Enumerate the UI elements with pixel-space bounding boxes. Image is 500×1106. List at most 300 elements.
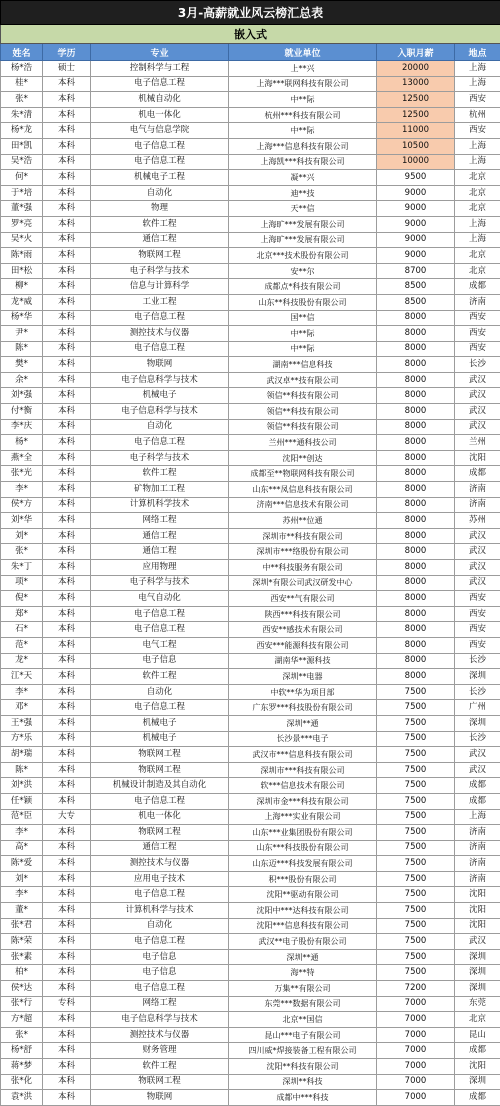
cell-degree[interactable]: 本科 [43, 934, 91, 950]
cell-location[interactable]: 北京 [455, 170, 500, 186]
cell-employer[interactable]: 软***信息技术有限公司 [229, 778, 377, 794]
cell-name[interactable]: 刘*强 [1, 388, 43, 404]
cell-name[interactable]: 郑* [1, 606, 43, 622]
cell-degree[interactable]: 本科 [43, 138, 91, 154]
cell-degree[interactable]: 本科 [43, 778, 91, 794]
cell-salary[interactable]: 8500 [377, 294, 455, 310]
cell-major[interactable]: 物联网工程 [91, 747, 229, 763]
cell-major[interactable]: 电子信息 [91, 965, 229, 981]
cell-degree[interactable]: 大专 [43, 809, 91, 825]
cell-salary[interactable]: 8000 [377, 591, 455, 607]
cell-name[interactable]: 董*强 [1, 201, 43, 217]
cell-name[interactable]: 吴*火 [1, 232, 43, 248]
cell-employer[interactable]: 湖南***信息科技 [229, 357, 377, 373]
cell-employer[interactable]: 深圳**通 [229, 715, 377, 731]
cell-name[interactable]: 方*乐 [1, 731, 43, 747]
cell-salary[interactable]: 7500 [377, 747, 455, 763]
cell-employer[interactable]: 凝**兴 [229, 170, 377, 186]
cell-employer[interactable]: 沈阳***信息科技有限公司 [229, 918, 377, 934]
cell-location[interactable]: 沈阳 [455, 450, 500, 466]
cell-salary[interactable]: 7500 [377, 903, 455, 919]
cell-salary[interactable]: 7500 [377, 809, 455, 825]
cell-location[interactable]: 沈阳 [455, 903, 500, 919]
cell-location[interactable]: 西安 [455, 326, 500, 342]
cell-name[interactable]: 柳* [1, 279, 43, 295]
cell-name[interactable]: 吴*浩 [1, 154, 43, 170]
cell-salary[interactable]: 8000 [377, 637, 455, 653]
cell-employer[interactable]: 西安**气有限公司 [229, 591, 377, 607]
cell-location[interactable]: 上海 [455, 76, 500, 92]
cell-major[interactable]: 物联网工程 [91, 248, 229, 264]
header-name[interactable]: 姓名 [1, 44, 43, 61]
cell-name[interactable]: 田*凯 [1, 138, 43, 154]
cell-major[interactable]: 机械电子 [91, 388, 229, 404]
cell-major[interactable]: 计算机科学与技术 [91, 903, 229, 919]
cell-salary[interactable]: 8000 [377, 606, 455, 622]
cell-salary[interactable]: 8000 [377, 653, 455, 669]
cell-location[interactable]: 武汉 [455, 372, 500, 388]
cell-salary[interactable]: 8700 [377, 263, 455, 279]
cell-salary[interactable]: 9000 [377, 185, 455, 201]
cell-salary[interactable]: 7000 [377, 996, 455, 1012]
cell-degree[interactable]: 本科 [43, 263, 91, 279]
cell-location[interactable]: 成都 [455, 279, 500, 295]
cell-degree[interactable]: 本科 [43, 903, 91, 919]
cell-employer[interactable]: 中软**华为项目部 [229, 684, 377, 700]
cell-salary[interactable]: 7500 [377, 949, 455, 965]
cell-employer[interactable]: 广东罗***科技股份有限公司 [229, 700, 377, 716]
cell-name[interactable]: 樊* [1, 357, 43, 373]
cell-location[interactable]: 西安 [455, 591, 500, 607]
cell-major[interactable]: 电子信息工程 [91, 934, 229, 950]
cell-name[interactable]: 李* [1, 482, 43, 498]
cell-location[interactable]: 西安 [455, 622, 500, 638]
cell-degree[interactable]: 本科 [43, 1059, 91, 1075]
cell-degree[interactable]: 本科 [43, 404, 91, 420]
cell-location[interactable]: 西安 [455, 92, 500, 108]
cell-name[interactable]: 陈* [1, 341, 43, 357]
cell-employer[interactable]: 迪**技 [229, 185, 377, 201]
cell-salary[interactable]: 7000 [377, 1074, 455, 1090]
cell-major[interactable]: 电子信息工程 [91, 310, 229, 326]
cell-employer[interactable]: 领信**科技有限公司 [229, 419, 377, 435]
cell-degree[interactable]: 本科 [43, 591, 91, 607]
cell-location[interactable]: 济南 [455, 825, 500, 841]
cell-name[interactable]: 李*庆 [1, 419, 43, 435]
header-location[interactable]: 地点 [455, 44, 500, 61]
cell-employer[interactable]: 中**际 [229, 341, 377, 357]
cell-salary[interactable]: 20000 [377, 61, 455, 77]
cell-name[interactable]: 朱*丁 [1, 560, 43, 576]
cell-salary[interactable]: 7500 [377, 793, 455, 809]
cell-degree[interactable]: 本科 [43, 715, 91, 731]
cell-name[interactable]: 刘*华 [1, 513, 43, 529]
cell-employer[interactable]: 武汉卓**技有限公司 [229, 372, 377, 388]
cell-employer[interactable]: 海**特 [229, 965, 377, 981]
cell-location[interactable]: 武汉 [455, 528, 500, 544]
cell-location[interactable]: 上海 [455, 216, 500, 232]
cell-employer[interactable]: 深圳**科技 [229, 1074, 377, 1090]
cell-degree[interactable]: 本科 [43, 528, 91, 544]
cell-name[interactable]: 刘*洪 [1, 778, 43, 794]
cell-degree[interactable]: 本科 [43, 575, 91, 591]
cell-major[interactable]: 软件工程 [91, 1059, 229, 1075]
cell-location[interactable]: 北京 [455, 248, 500, 264]
cell-name[interactable]: 何* [1, 170, 43, 186]
cell-major[interactable]: 自动化 [91, 419, 229, 435]
cell-degree[interactable]: 本科 [43, 669, 91, 685]
cell-employer[interactable]: 中**际 [229, 326, 377, 342]
cell-name[interactable]: 侯*方 [1, 497, 43, 513]
cell-degree[interactable]: 本科 [43, 310, 91, 326]
cell-major[interactable]: 控制科学与工程 [91, 61, 229, 77]
cell-major[interactable]: 电子信息工程 [91, 435, 229, 451]
cell-degree[interactable]: 本科 [43, 606, 91, 622]
cell-employer[interactable]: 国**信 [229, 310, 377, 326]
cell-employer[interactable]: 北京***技术股份有限公司 [229, 248, 377, 264]
cell-employer[interactable]: 四川威*焊接装备工程有限公司 [229, 1043, 377, 1059]
cell-location[interactable]: 上海 [455, 232, 500, 248]
cell-name[interactable]: 王*强 [1, 715, 43, 731]
cell-location[interactable]: 武汉 [455, 747, 500, 763]
cell-name[interactable]: 张* [1, 1027, 43, 1043]
cell-salary[interactable]: 7000 [377, 1090, 455, 1106]
cell-location[interactable]: 成都 [455, 793, 500, 809]
cell-location[interactable]: 济南 [455, 840, 500, 856]
cell-location[interactable]: 武汉 [455, 388, 500, 404]
cell-name[interactable]: 桂* [1, 76, 43, 92]
cell-name[interactable]: 龙* [1, 653, 43, 669]
cell-name[interactable]: 倪* [1, 591, 43, 607]
cell-major[interactable]: 电子信息工程 [91, 341, 229, 357]
cell-salary[interactable]: 7500 [377, 871, 455, 887]
cell-location[interactable]: 济南 [455, 871, 500, 887]
cell-degree[interactable]: 本科 [43, 700, 91, 716]
cell-major[interactable]: 电子信息工程 [91, 793, 229, 809]
cell-major[interactable]: 软件工程 [91, 216, 229, 232]
cell-location[interactable]: 长沙 [455, 653, 500, 669]
cell-degree[interactable]: 本科 [43, 793, 91, 809]
cell-major[interactable]: 应用物理 [91, 560, 229, 576]
cell-salary[interactable]: 8000 [377, 482, 455, 498]
cell-major[interactable]: 软件工程 [91, 466, 229, 482]
cell-name[interactable]: 李* [1, 825, 43, 841]
cell-salary[interactable]: 8000 [377, 372, 455, 388]
cell-location[interactable]: 深圳 [455, 669, 500, 685]
cell-name[interactable]: 张*君 [1, 918, 43, 934]
cell-employer[interactable]: 上海***信息科技有限公司 [229, 138, 377, 154]
cell-name[interactable]: 杨*华 [1, 310, 43, 326]
cell-degree[interactable]: 本科 [43, 248, 91, 264]
cell-employer[interactable]: 中**际 [229, 92, 377, 108]
cell-location[interactable]: 武汉 [455, 762, 500, 778]
cell-salary[interactable]: 7000 [377, 1059, 455, 1075]
cell-degree[interactable]: 本科 [43, 466, 91, 482]
cell-degree[interactable]: 本科 [43, 560, 91, 576]
cell-major[interactable]: 财务管理 [91, 1043, 229, 1059]
cell-degree[interactable]: 本科 [43, 747, 91, 763]
cell-location[interactable]: 武汉 [455, 934, 500, 950]
cell-location[interactable]: 杭州 [455, 107, 500, 123]
cell-salary[interactable]: 8000 [377, 357, 455, 373]
cell-salary[interactable]: 8000 [377, 419, 455, 435]
cell-location[interactable]: 西安 [455, 637, 500, 653]
cell-location[interactable]: 武汉 [455, 544, 500, 560]
cell-name[interactable]: 陈*雨 [1, 248, 43, 264]
cell-name[interactable]: 张* [1, 92, 43, 108]
cell-salary[interactable]: 8000 [377, 528, 455, 544]
cell-employer[interactable]: 领信**科技有限公司 [229, 388, 377, 404]
cell-location[interactable]: 成都 [455, 778, 500, 794]
cell-employer[interactable]: 山东***科技股份有限公司 [229, 840, 377, 856]
cell-salary[interactable]: 7000 [377, 1012, 455, 1028]
cell-salary[interactable]: 8000 [377, 513, 455, 529]
cell-location[interactable]: 广州 [455, 700, 500, 716]
cell-location[interactable]: 武汉 [455, 560, 500, 576]
cell-salary[interactable]: 7500 [377, 684, 455, 700]
cell-degree[interactable]: 本科 [43, 326, 91, 342]
cell-name[interactable]: 刘* [1, 871, 43, 887]
cell-degree[interactable]: 本科 [43, 856, 91, 872]
cell-major[interactable]: 电子信息工程 [91, 76, 229, 92]
cell-major[interactable]: 电子信息 [91, 653, 229, 669]
cell-degree[interactable]: 本科 [43, 1027, 91, 1043]
cell-name[interactable]: 杨* [1, 435, 43, 451]
cell-degree[interactable]: 本科 [43, 497, 91, 513]
cell-employer[interactable]: 陕西***科技有限公司 [229, 606, 377, 622]
cell-salary[interactable]: 7000 [377, 1027, 455, 1043]
cell-major[interactable]: 电子信息工程 [91, 700, 229, 716]
cell-name[interactable]: 董* [1, 903, 43, 919]
cell-name[interactable]: 项* [1, 575, 43, 591]
cell-location[interactable]: 济南 [455, 482, 500, 498]
cell-name[interactable]: 陈*爱 [1, 856, 43, 872]
cell-degree[interactable]: 本科 [43, 154, 91, 170]
cell-location[interactable]: 上海 [455, 138, 500, 154]
cell-major[interactable]: 电气与信息学院 [91, 123, 229, 139]
cell-name[interactable]: 付*衡 [1, 404, 43, 420]
cell-major[interactable]: 电子科学与技术 [91, 575, 229, 591]
cell-salary[interactable]: 10500 [377, 138, 455, 154]
cell-degree[interactable]: 本科 [43, 1074, 91, 1090]
cell-major[interactable]: 通信工程 [91, 528, 229, 544]
cell-employer[interactable]: 上海***联网科技有限公司 [229, 76, 377, 92]
cell-major[interactable]: 自动化 [91, 918, 229, 934]
cell-name[interactable]: 田*松 [1, 263, 43, 279]
cell-employer[interactable]: 深圳*有限公司武汉研发中心 [229, 575, 377, 591]
cell-salary[interactable]: 7500 [377, 700, 455, 716]
cell-employer[interactable]: 西安**感技术有限公司 [229, 622, 377, 638]
cell-employer[interactable]: 湖南华**源科技 [229, 653, 377, 669]
cell-employer[interactable]: 上**兴 [229, 61, 377, 77]
cell-degree[interactable]: 本科 [43, 840, 91, 856]
cell-employer[interactable]: 杭州***科技有限公司 [229, 107, 377, 123]
cell-name[interactable]: 江*天 [1, 669, 43, 685]
cell-degree[interactable]: 本科 [43, 1012, 91, 1028]
cell-location[interactable]: 北京 [455, 1012, 500, 1028]
cell-salary[interactable]: 8000 [377, 388, 455, 404]
cell-salary[interactable]: 7500 [377, 825, 455, 841]
cell-major[interactable]: 工业工程 [91, 294, 229, 310]
cell-salary[interactable]: 7500 [377, 778, 455, 794]
cell-degree[interactable]: 本科 [43, 201, 91, 217]
cell-salary[interactable]: 8000 [377, 450, 455, 466]
cell-major[interactable]: 计算机科学技术 [91, 497, 229, 513]
cell-major[interactable]: 电子信息 [91, 949, 229, 965]
cell-degree[interactable]: 本科 [43, 762, 91, 778]
cell-employer[interactable]: 济南***信息技术有限公司 [229, 497, 377, 513]
cell-name[interactable]: 胡*瑞 [1, 747, 43, 763]
cell-location[interactable]: 武汉 [455, 575, 500, 591]
cell-name[interactable]: 杨*舒 [1, 1043, 43, 1059]
cell-major[interactable]: 通信工程 [91, 544, 229, 560]
cell-location[interactable]: 西安 [455, 123, 500, 139]
cell-major[interactable]: 物联网 [91, 357, 229, 373]
cell-location[interactable]: 北京 [455, 201, 500, 217]
cell-name[interactable]: 张* [1, 544, 43, 560]
cell-salary[interactable]: 8000 [377, 669, 455, 685]
cell-degree[interactable]: 本科 [43, 731, 91, 747]
cell-employer[interactable]: 深圳市金***科技有限公司 [229, 793, 377, 809]
cell-name[interactable]: 李* [1, 684, 43, 700]
cell-major[interactable]: 物理 [91, 201, 229, 217]
cell-salary[interactable]: 9000 [377, 248, 455, 264]
cell-location[interactable]: 沈阳 [455, 1059, 500, 1075]
cell-degree[interactable]: 本科 [43, 123, 91, 139]
cell-employer[interactable]: 北京**国信 [229, 1012, 377, 1028]
cell-major[interactable]: 电子信息科学与技术 [91, 372, 229, 388]
cell-location[interactable]: 沈阳 [455, 887, 500, 903]
cell-name[interactable]: 方*超 [1, 1012, 43, 1028]
cell-employer[interactable]: 成都至**物联网科技有限公司 [229, 466, 377, 482]
cell-salary[interactable]: 8000 [377, 326, 455, 342]
cell-salary[interactable]: 8000 [377, 404, 455, 420]
cell-degree[interactable]: 本科 [43, 622, 91, 638]
cell-degree[interactable]: 本科 [43, 294, 91, 310]
cell-salary[interactable]: 7500 [377, 715, 455, 731]
cell-degree[interactable]: 本科 [43, 1043, 91, 1059]
cell-salary[interactable]: 9000 [377, 216, 455, 232]
cell-name[interactable]: 于*培 [1, 185, 43, 201]
cell-employer[interactable]: 积***股份有限公司 [229, 871, 377, 887]
cell-major[interactable]: 通信工程 [91, 232, 229, 248]
cell-major[interactable]: 物联网 [91, 1090, 229, 1106]
cell-degree[interactable]: 本科 [43, 871, 91, 887]
cell-major[interactable]: 通信工程 [91, 840, 229, 856]
cell-employer[interactable]: 万集**有限公司 [229, 981, 377, 997]
cell-name[interactable]: 刘* [1, 528, 43, 544]
cell-location[interactable]: 苏州 [455, 513, 500, 529]
cell-employer[interactable]: 中**科技服务有限公司 [229, 560, 377, 576]
cell-location[interactable]: 昆山 [455, 1027, 500, 1043]
cell-salary[interactable]: 12500 [377, 92, 455, 108]
cell-major[interactable]: 电气工程 [91, 637, 229, 653]
cell-major[interactable]: 自动化 [91, 684, 229, 700]
cell-degree[interactable]: 本科 [43, 450, 91, 466]
cell-major[interactable]: 软件工程 [91, 669, 229, 685]
cell-employer[interactable]: 昆山***电子有限公司 [229, 1027, 377, 1043]
cell-employer[interactable]: 武汉市***信息科技有限公司 [229, 747, 377, 763]
cell-salary[interactable]: 8000 [377, 622, 455, 638]
cell-major[interactable]: 电子科学与技术 [91, 263, 229, 279]
cell-name[interactable]: 龙*威 [1, 294, 43, 310]
cell-salary[interactable]: 10000 [377, 154, 455, 170]
cell-name[interactable]: 邓* [1, 700, 43, 716]
header-major[interactable]: 专业 [91, 44, 229, 61]
cell-employer[interactable]: 长沙景***电子 [229, 731, 377, 747]
cell-major[interactable]: 机械电子 [91, 715, 229, 731]
cell-salary[interactable]: 9000 [377, 232, 455, 248]
cell-degree[interactable]: 本科 [43, 965, 91, 981]
cell-name[interactable]: 余* [1, 372, 43, 388]
cell-location[interactable]: 东莞 [455, 996, 500, 1012]
cell-degree[interactable]: 本科 [43, 981, 91, 997]
cell-degree[interactable]: 本科 [43, 107, 91, 123]
cell-degree[interactable]: 本科 [43, 419, 91, 435]
cell-location[interactable]: 西安 [455, 341, 500, 357]
cell-degree[interactable]: 硕士 [43, 61, 91, 77]
cell-employer[interactable]: 山东**科技股份有限公司 [229, 294, 377, 310]
cell-location[interactable]: 深圳 [455, 1074, 500, 1090]
cell-major[interactable]: 测控技术与仪器 [91, 1027, 229, 1043]
cell-employer[interactable]: 山东***凤信息科技有限公司 [229, 482, 377, 498]
cell-salary[interactable]: 7000 [377, 1043, 455, 1059]
cell-salary[interactable]: 7500 [377, 918, 455, 934]
cell-major[interactable]: 物联网工程 [91, 1074, 229, 1090]
cell-salary[interactable]: 7500 [377, 731, 455, 747]
cell-degree[interactable]: 本科 [43, 949, 91, 965]
cell-major[interactable]: 电子信息工程 [91, 138, 229, 154]
cell-degree[interactable]: 本科 [43, 918, 91, 934]
cell-degree[interactable]: 本科 [43, 825, 91, 841]
cell-major[interactable]: 自动化 [91, 185, 229, 201]
cell-salary[interactable]: 11000 [377, 123, 455, 139]
cell-name[interactable]: 杨*浩 [1, 61, 43, 77]
cell-employer[interactable]: 深圳**电器 [229, 669, 377, 685]
cell-name[interactable]: 张*化 [1, 1074, 43, 1090]
cell-name[interactable]: 张*行 [1, 996, 43, 1012]
cell-name[interactable]: 朱*清 [1, 107, 43, 123]
cell-major[interactable]: 物联网工程 [91, 762, 229, 778]
cell-employer[interactable]: 兰州***通科技公司 [229, 435, 377, 451]
cell-employer[interactable]: 武汉**电子股份有限公司 [229, 934, 377, 950]
cell-salary[interactable]: 7200 [377, 981, 455, 997]
cell-major[interactable]: 电子信息科学与技术 [91, 404, 229, 420]
cell-employer[interactable]: 深圳**通 [229, 949, 377, 965]
header-salary[interactable]: 入职月薪 [377, 44, 455, 61]
cell-major[interactable]: 电子信息工程 [91, 981, 229, 997]
cell-salary[interactable]: 8000 [377, 497, 455, 513]
cell-major[interactable]: 电子信息科学与技术 [91, 1012, 229, 1028]
cell-name[interactable]: 罗*亮 [1, 216, 43, 232]
cell-major[interactable]: 机械电子工程 [91, 170, 229, 186]
cell-location[interactable]: 北京 [455, 263, 500, 279]
cell-degree[interactable]: 本科 [43, 388, 91, 404]
cell-degree[interactable]: 本科 [43, 92, 91, 108]
cell-location[interactable]: 济南 [455, 856, 500, 872]
cell-location[interactable]: 上海 [455, 61, 500, 77]
cell-salary[interactable]: 7500 [377, 856, 455, 872]
cell-name[interactable]: 石* [1, 622, 43, 638]
cell-employer[interactable]: 沈阳中***达科技有限公司 [229, 903, 377, 919]
cell-location[interactable]: 深圳 [455, 949, 500, 965]
cell-degree[interactable]: 本科 [43, 185, 91, 201]
cell-employer[interactable]: 天**信 [229, 201, 377, 217]
cell-degree[interactable]: 本科 [43, 482, 91, 498]
cell-location[interactable]: 济南 [455, 294, 500, 310]
cell-employer[interactable]: 安**尔 [229, 263, 377, 279]
cell-major[interactable]: 机械自动化 [91, 92, 229, 108]
